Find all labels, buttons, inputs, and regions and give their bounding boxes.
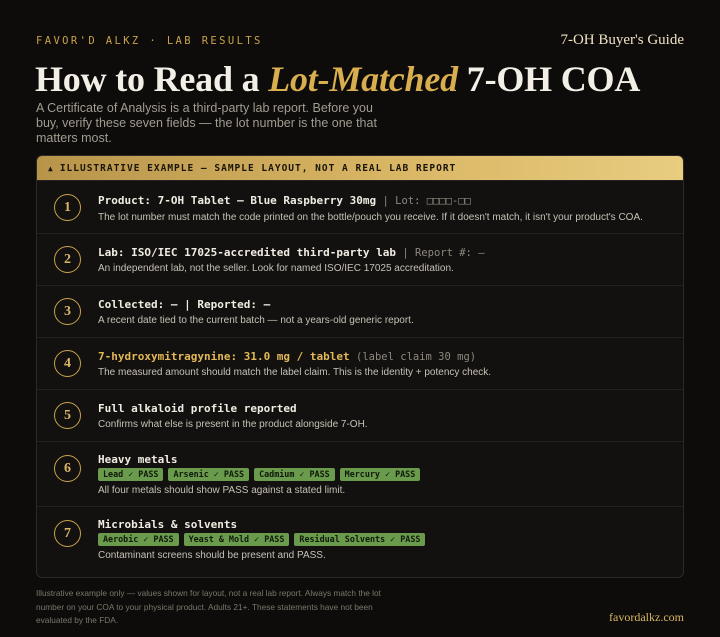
field-description: The lot number must match the code printed on the bottle/pouch you receive. If it doesn't match, it isn't your product's COA.: [98, 212, 643, 223]
banner-text: ILLUSTRATIVE EXAMPLE — SAMPLE LAYOUT, NOT A REAL LAB REPORT: [59, 162, 457, 174]
field-label: Full alkaloid profile reported: [98, 402, 297, 415]
field-description: Confirms what else is present in the product alongside 7-OH.: [98, 419, 368, 430]
coa-field-row-6: [37, 441, 683, 506]
site-link[interactable]: favordalkz.com: [609, 610, 684, 624]
step-number-badge: 2: [54, 246, 81, 273]
coa-field-row-5: [37, 389, 683, 441]
field-description: All four metals should show PASS against a stated limit.: [98, 485, 346, 496]
top-bar: [36, 32, 684, 49]
illustrative-banner: [37, 156, 683, 180]
field-description: The measured amount should match the label claim. This is the identity + potency check.: [98, 367, 492, 378]
step-number-badge: 5: [54, 402, 81, 429]
page-subtitle: A Certificate of Analysis is a third-party lab report. Before you buy, verify these seven fields — the lot number is the one that matters most.: [36, 101, 377, 145]
heavy-metals-badges: [98, 468, 683, 481]
field-label-meta: (label claim 30 mg): [349, 351, 477, 363]
brand-label: FAVOR'D ALKZ · LAB RESULTS: [36, 35, 263, 47]
field-label: [98, 194, 683, 207]
step-number-badge: 1: [54, 194, 81, 221]
coa-field-row-3: [37, 285, 683, 337]
coa-field-row-7: [37, 506, 683, 578]
field-label-text: 7-hydroxymitragynine: 31.0 mg / tablet: [98, 350, 350, 363]
field-label-meta: | Lot: □□□□-□□: [376, 195, 471, 207]
field-label: Heavy metals: [98, 453, 178, 466]
coa-field-row-1: [37, 180, 683, 233]
pass-badge-residual-solvents: Residual Solvents ✓ PASS: [294, 533, 425, 546]
page-title: [35, 58, 640, 100]
step-number-badge: 6: [54, 455, 81, 482]
pass-badge-aerobic: Aerobic ✓ PASS: [98, 533, 179, 546]
field-label: [98, 246, 683, 259]
step-number-badge: 3: [54, 298, 81, 325]
title-prefix: How to Read a: [35, 59, 269, 99]
pass-badge-lead: Lead ✓ PASS: [98, 468, 163, 481]
step-number-badge: 7: [54, 520, 81, 547]
disclaimer-footnote: Illustrative example only — values shown for layout, not a real lab report. Always match the lot number on your COA to your physical product. Adults 21+. These statements have not been evaluated by the FDA.: [36, 588, 381, 625]
pass-badge-arsenic: Arsenic ✓ PASS: [168, 468, 249, 481]
triangle-up-icon: ▲: [48, 163, 54, 173]
microbials-solvents-badges: [98, 533, 683, 546]
field-description: An independent lab, not the seller. Look for named ISO/IEC 17025 accreditation.: [98, 263, 454, 274]
field-label: Microbials & solvents: [98, 518, 238, 531]
field-label-meta: | Report #: —: [396, 247, 485, 259]
field-description: A recent date tied to the current batch — not a years-old generic report.: [98, 315, 414, 326]
coa-field-row-4: [37, 337, 683, 389]
field-label: [98, 350, 683, 363]
field-description: Contaminant screens should be present and PASS.: [98, 550, 326, 561]
coa-field-row-2: [37, 233, 683, 285]
pass-badge-yeast-mold: Yeast & Mold ✓ PASS: [184, 533, 290, 546]
step-number-badge: 4: [54, 350, 81, 377]
title-accent: Lot-Matched: [268, 59, 458, 99]
guide-label: 7-OH Buyer's Guide: [560, 32, 684, 48]
coa-example-panel: [36, 155, 684, 578]
field-label: Collected: — | Reported: —: [98, 298, 271, 311]
pass-badge-cadmium: Cadmium ✓ PASS: [254, 468, 335, 481]
field-label-text: Product: 7-OH Tablet — Blue Raspberry 30mg: [98, 194, 377, 207]
field-label-text: Lab: ISO/IEC 17025-accredited third-party lab: [98, 246, 397, 259]
pass-badge-mercury: Mercury ✓ PASS: [340, 468, 421, 481]
title-suffix: 7-OH COA: [457, 59, 641, 99]
